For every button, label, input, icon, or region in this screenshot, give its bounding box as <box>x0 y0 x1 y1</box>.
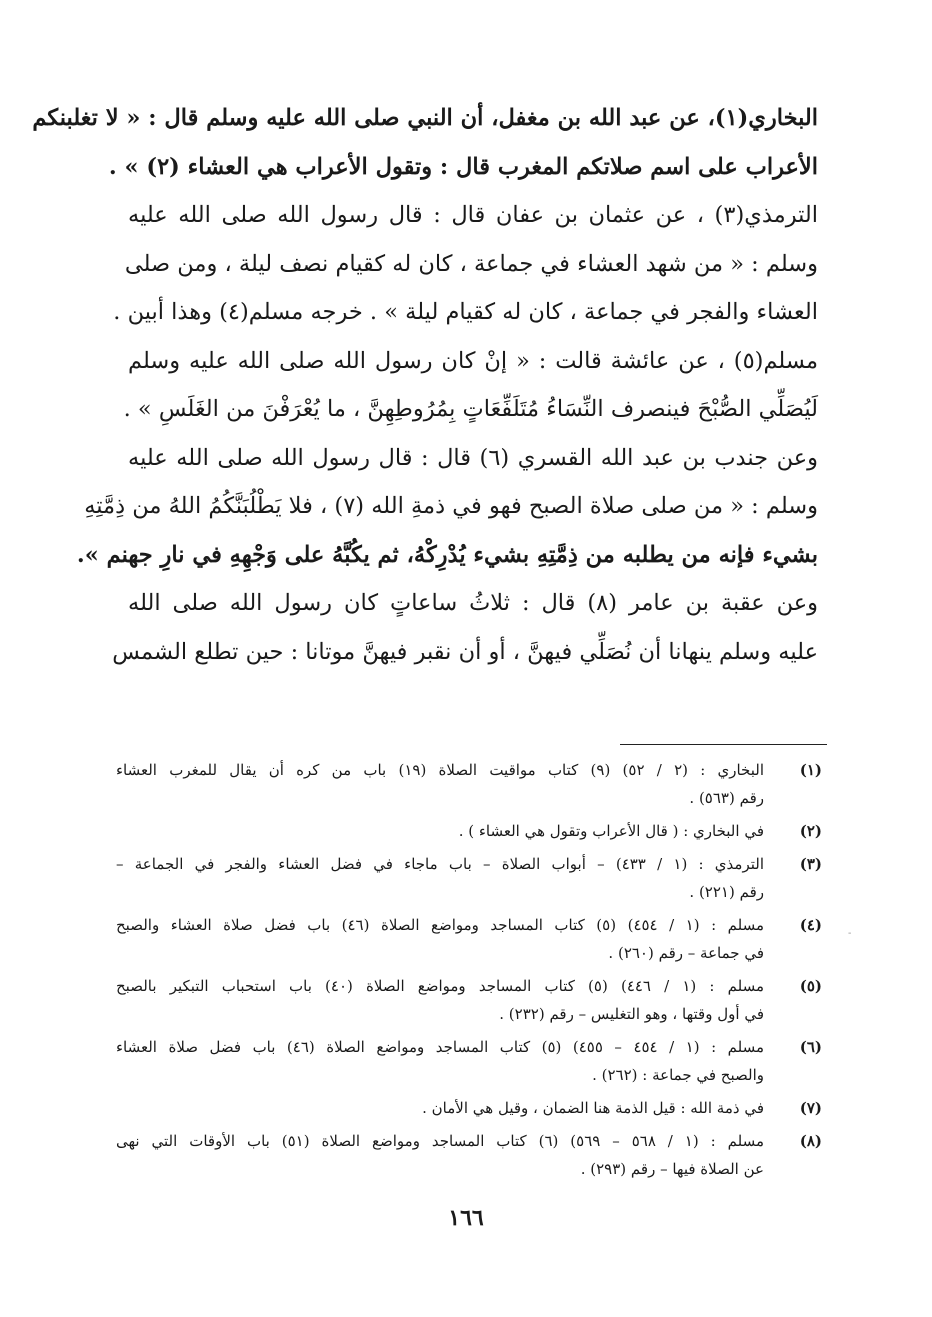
footnote-text <box>116 756 764 812</box>
footnote-line: مسلم : (١ / ٤٤٦) (٥) كتاب المساجد ومواضع الصلاة (٤٠) باب استحباب التبكير بالصبح <box>116 977 765 995</box>
footnote <box>116 911 822 967</box>
footnote-number: (٦) <box>799 1038 822 1056</box>
footnote <box>116 1094 822 1122</box>
footnote-line: في أول وقتها ، وهو التغليس – رقم (٢٣٢) . <box>499 1005 764 1023</box>
footnote-line: مسلم : (١ / ٤٥٤) (٥) كتاب المساجد ومواضع الصلاة (٤٦) باب فضل صلاة العشاء والصبح <box>116 916 765 934</box>
text-line: الترمذي(٣) ، عن عثمان بن عفان قال : قال رسول الله صلى الله عليه <box>128 202 818 228</box>
footnote-line: في ذمة الله : قيل الذمة هنا الضمان ، وقيل هي الأمان . <box>422 1099 764 1117</box>
footnote-line: والصبح في جماعة : (٢٦٢) . <box>592 1066 764 1084</box>
footnote-text <box>116 1033 764 1089</box>
page-number: ١٦٦ <box>448 1205 484 1231</box>
footnote-line: البخاري : (٢ / ٥٢) (٩) كتاب مواقيت الصلاة (١٩) باب من كره أن يقال للمغرب العشاء <box>116 761 764 779</box>
footnote-separator <box>620 744 827 745</box>
footnote-number: (١) <box>799 761 822 779</box>
footnote-text <box>116 1094 764 1122</box>
footnote-text <box>116 850 764 906</box>
footnote <box>116 756 822 812</box>
footnote-text <box>116 911 764 967</box>
text-line: وسلم : « من صلى صلاة الصبح فهو في ذمةِ الله (٧) ، فلا يَطْلُبَنَّكُمُ اللهُ من ذِمَّتِهِ <box>84 493 818 519</box>
text-line: العشاء والفجر في جماعة ، كان له كقيام ليلة » . خرجه مسلم(٤) وهذا أبين . <box>113 299 818 325</box>
footnote <box>116 1033 822 1089</box>
text-line: مسلم(٥) ، عن عائشة قالت : « إنْ كان رسول الله صلى الله عليه وسلم <box>128 347 818 374</box>
footnote-number: (٨) <box>799 1132 822 1150</box>
text-line: لَيُصَلِّي الصُّبْحَ فينصرف النِّسَاءُ مُتَلَفِّعَاتٍ بِمُرُوطِهِنَّ ، ما يُعْرَفْنَ من الغَلَسِ » . <box>123 396 818 422</box>
footnote-number: (٢) <box>799 822 822 840</box>
footnote-line: عن الصلاة فيها – رقم (٢٩٣) . <box>580 1160 764 1178</box>
footnote-line: مسلم : (١ / ٤٥٤ – ٤٥٥) (٥) كتاب المساجد ومواضع الصلاة (٤٦) باب فضل صلاة العشاء <box>116 1038 765 1056</box>
text-line: الأعراب على اسم صلاتكم المغرب قال : وتقول الأعراب هي العشاء (٢) » . <box>108 153 818 180</box>
footnote <box>116 972 822 1028</box>
footnote <box>116 850 822 906</box>
text-line: بشيء فإنه من يطلبه من ذِمَّتِهِ بشيء يُدْرِكْهُ، ثم يكُبَّهُ على وَجْهِهِ في نارِ جهنم ». <box>76 541 818 568</box>
footnote-number: (٧) <box>799 1099 822 1117</box>
footnote-text <box>116 817 764 845</box>
footnote-line: في جماعة – رقم (٢٦٠) . <box>608 944 764 962</box>
footnote-line: الترمذي : (١ / ٤٣٣) – أبواب الصلاة – باب ماجاء في فضل العشاء والفجر في الجماعة – <box>116 855 764 873</box>
footnote-line: رقم (٢٢١) . <box>689 883 764 901</box>
text-line: وسلم : « من شهد العشاء في جماعة ، كان له كقيام نصف ليلة ، ومن صلى <box>124 250 818 277</box>
footnote <box>116 1127 822 1183</box>
text-line: وعن عقبة بن عامر (٨) قال : ثلاثُ ساعاتٍ كان رسول الله صلى الله <box>128 590 818 616</box>
footnotes-section <box>116 756 822 1188</box>
margin-mark: - <box>848 928 852 939</box>
footnote <box>116 817 822 845</box>
footnote-text <box>116 1127 764 1183</box>
footnote-number: (٣) <box>799 855 822 873</box>
footnote-number: (٤) <box>799 916 822 934</box>
footnote-line: مسلم : (١ / ٥٦٨ – ٥٦٩) (٦) كتاب المساجد ومواضع الصلاة (٥١) باب الأوقات التي نهى <box>116 1132 764 1150</box>
footnote-number: (٥) <box>799 977 822 995</box>
text-line: وعن جندب بن عبد الله القسري (٦) قال : قال رسول الله صلى الله عليه <box>128 444 818 471</box>
footnote-text <box>116 972 764 1028</box>
text-line: عليه وسلم ينهانا أن نُصَلِّي فيهنَّ ، أو أن نقبر فيهنَّ موتانا : حين تطلع الشمس <box>112 638 818 665</box>
footnote-line: رقم (٥٦٣) . <box>689 789 764 807</box>
main-text <box>32 94 818 676</box>
text-line: البخاري(١)، عن عبد الله بن مغفل، أن النبي صلى الله عليه وسلم قال : « لا تغلبنكم <box>32 105 818 131</box>
footnote-line: في البخاري : ( قال الأعراب وتقول هي العشاء ) . <box>458 822 764 840</box>
